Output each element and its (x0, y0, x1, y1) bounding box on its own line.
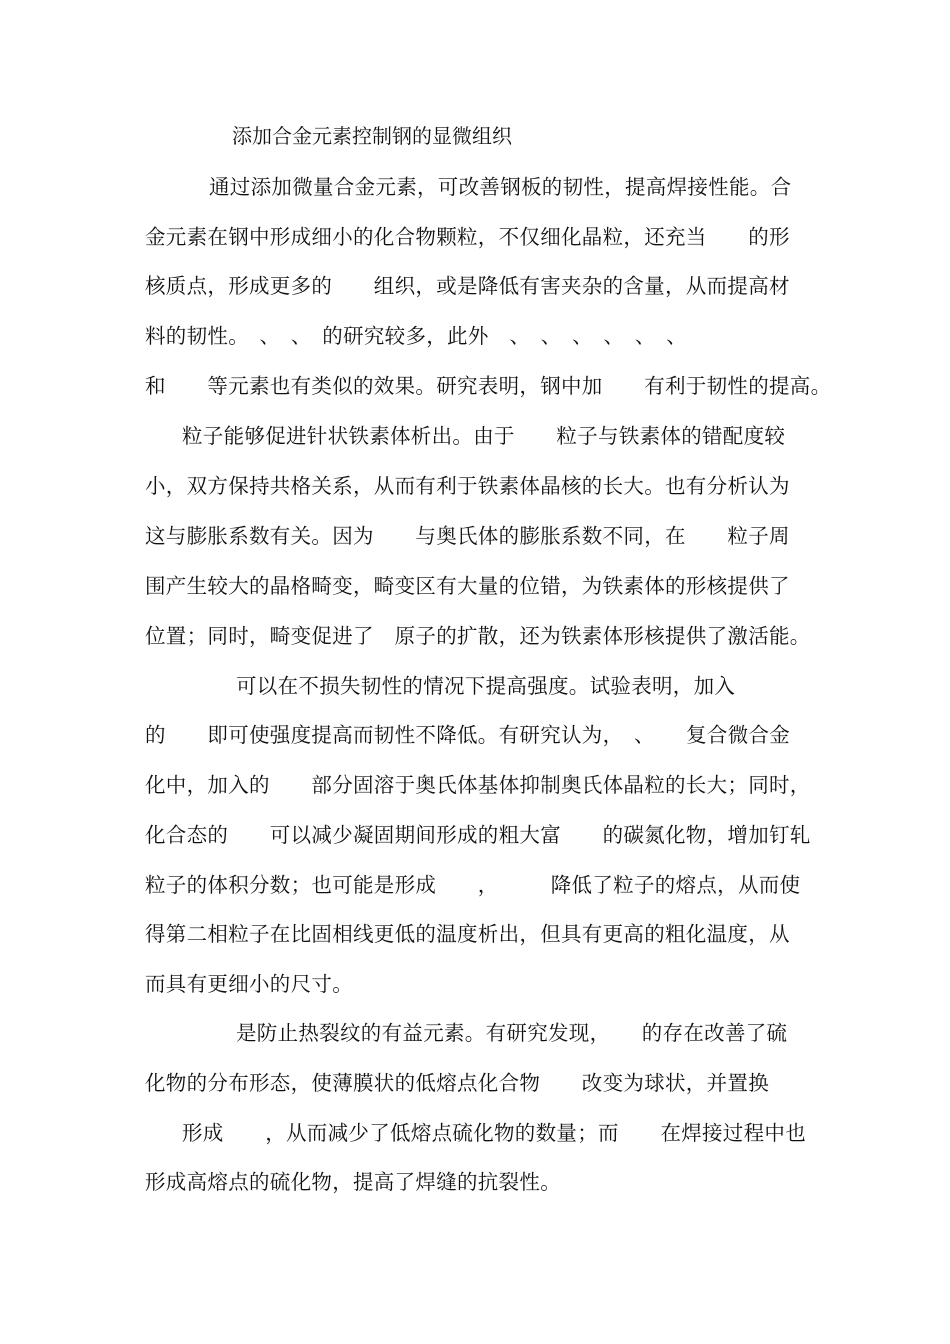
paragraph-line: 这与膨胀系数有关。因为 与奥氏体的膨胀系数不同，在 粒子周 (145, 524, 790, 548)
paragraph-line: 料的韧性。 、 、 的研究较多，此外 、 、 、 、 、 、 (145, 324, 687, 348)
paragraph-line: 小，双方保持共格关系，从而有利于铁素体晶核的长大。也有分析认为 (145, 474, 790, 498)
paragraph-line: 粒子的体积分数；也可能是形成 ， 降低了粒子的熔点，从而使 (145, 873, 801, 897)
paragraph-line: 化中，加入的 部分固溶于奥氏体基体抑制奥氏体晶粒的长大；同时， (145, 773, 811, 797)
paragraph-line: 化合态的 可以减少凝固期间形成的粗大富 的碳氮化物，增加钉轧 (145, 823, 811, 847)
paragraph-line: 形成高熔点的硫化物，提高了焊缝的抗裂性。 (145, 1170, 561, 1194)
paragraph-line: 而具有更细小的尺寸。 (145, 972, 353, 996)
paragraph-line: 可以在不损失韧性的情况下提高强度。试验表明，加入 (236, 674, 736, 698)
paragraph-line: 核质点，形成更多的 组织，或是降低有害夹杂的含量，从而提高材 (145, 274, 790, 298)
paragraph-line: 和 等元素也有类似的效果。研究表明，钢中加 有利于韧性的提高。 (145, 374, 832, 398)
paragraph-line: 围产生较大的晶格畸变，畸变区有大量的位错，为铁素体的形核提供了 (145, 574, 790, 598)
paragraph-line: 的 即可使强度提高而韧性不降低。有研究认为， 、 复合微合金 (145, 723, 791, 747)
paragraph-line: 金元素在钢中形成细小的化合物颗粒，不仅细化晶粒，还充当 的形 (145, 225, 790, 249)
paragraph-line: 位置；同时，畸变促进了 原子的扩散，还为铁素体形核提供了激活能。 (145, 624, 811, 648)
paragraph-line: 得第二相粒子在比固相线更低的温度析出，但具有更高的粗化温度，从 (145, 922, 790, 946)
paragraph-line: 粒子能够促进针状铁素体析出。由于 粒子与铁素体的错配度较 (182, 424, 786, 448)
paragraph-line: 形成 ，从而减少了低熔点硫化物的数量；而 在焊接过程中也 (182, 1121, 806, 1145)
paragraph-line: 是防止热裂纹的有益元素。有研究发现， 的存在改善了硫 (236, 1021, 788, 1045)
paragraph-line: 化物的分布形态，使薄膜状的低熔点化合物 改变为球状，并置换 (145, 1071, 769, 1095)
document-title: 添加合金元素控制钢的显微组织 (232, 124, 512, 148)
paragraph-line: 通过添加微量合金元素，可改善钢板的韧性，提高焊接性能。合 (209, 175, 792, 199)
